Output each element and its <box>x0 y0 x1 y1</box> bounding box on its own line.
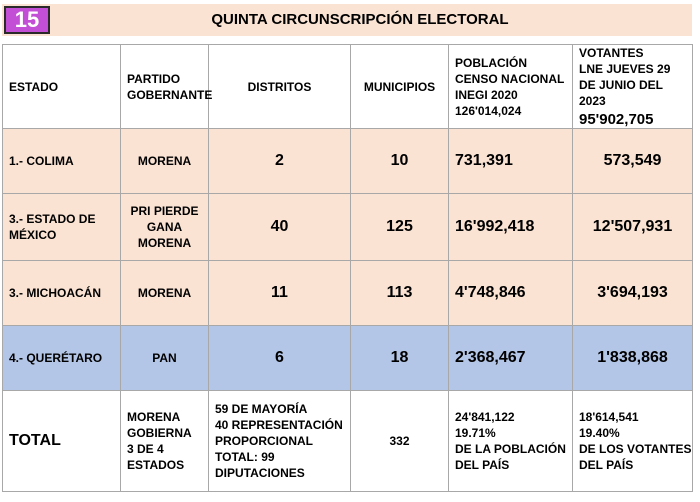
cell-total-label: TOTAL <box>3 391 121 492</box>
col-header-municipios: MUNICIPIOS <box>351 45 449 129</box>
votantes-label: VOTANTES LNE JUEVES 29 DE JUNIO DEL 2023 <box>579 46 671 108</box>
col-header-estado: ESTADO <box>3 45 121 129</box>
col-header-distritos: DISTRITOS <box>209 45 351 129</box>
electoral-table <box>2 44 693 492</box>
cell-poblacion: 2'368,467 <box>449 326 573 391</box>
cell-total-partido: MORENA GOBIERNA 3 DE 4 ESTADOS <box>121 391 209 492</box>
cell-estado: 3.- MICHOACÁN <box>3 261 121 326</box>
cell-poblacion: 16'992,418 <box>449 194 573 261</box>
header-row <box>3 45 693 129</box>
cell-votantes: 3'694,193 <box>573 261 693 326</box>
votantes-total: 95'902,705 <box>579 111 654 128</box>
col-header-poblacion: POBLACIÓN CENSO NACIONAL INEGI 2020 126'014,024 <box>449 45 573 129</box>
number-badge: 15 <box>4 6 50 34</box>
cell-total-votantes: 18'614,541 19.40% DE LOS VOTANTES DEL PAÍS <box>573 391 693 492</box>
cell-distritos: 11 <box>209 261 351 326</box>
cell-distritos: 2 <box>209 129 351 194</box>
table-row <box>3 194 693 261</box>
cell-municipios: 18 <box>351 326 449 391</box>
cell-municipios: 125 <box>351 194 449 261</box>
cell-distritos: 40 <box>209 194 351 261</box>
cell-votantes: 1'838,868 <box>573 326 693 391</box>
cell-municipios: 10 <box>351 129 449 194</box>
cell-poblacion: 4'748,846 <box>449 261 573 326</box>
col-header-partido: PARTIDO GOBERNANTE <box>121 45 209 129</box>
page-title: QUINTA CIRCUNSCRIPCIÓN ELECTORAL <box>211 11 509 28</box>
cell-estado: 1.- COLIMA <box>3 129 121 194</box>
table-row <box>3 129 693 194</box>
cell-votantes: 573,549 <box>573 129 693 194</box>
cell-total-poblacion: 24'841,122 19.71% DE LA POBLACIÓN DEL PAÍS <box>449 391 573 492</box>
cell-distritos: 6 <box>209 326 351 391</box>
total-row <box>3 391 693 492</box>
cell-estado: 4.- QUERÉTARO <box>3 326 121 391</box>
table-row <box>3 261 693 326</box>
cell-partido: MORENA <box>121 261 209 326</box>
cell-estado: 3.- ESTADO DE MÉXICO <box>3 194 121 261</box>
cell-poblacion: 731,391 <box>449 129 573 194</box>
cell-partido: PAN <box>121 326 209 391</box>
cell-total-distritos: 59 DE MAYORÍA 40 REPRESENTACIÓN PROPORCIONAL TOTAL: 99 DIPUTACIONES <box>209 391 351 492</box>
cell-municipios: 113 <box>351 261 449 326</box>
cell-total-municipios: 332 <box>351 391 449 492</box>
cell-partido: MORENA <box>121 129 209 194</box>
table-row <box>3 326 693 391</box>
col-header-votantes <box>573 45 693 129</box>
cell-partido: PRI PIERDE GANA MORENA <box>121 194 209 261</box>
cell-votantes: 12'507,931 <box>573 194 693 261</box>
